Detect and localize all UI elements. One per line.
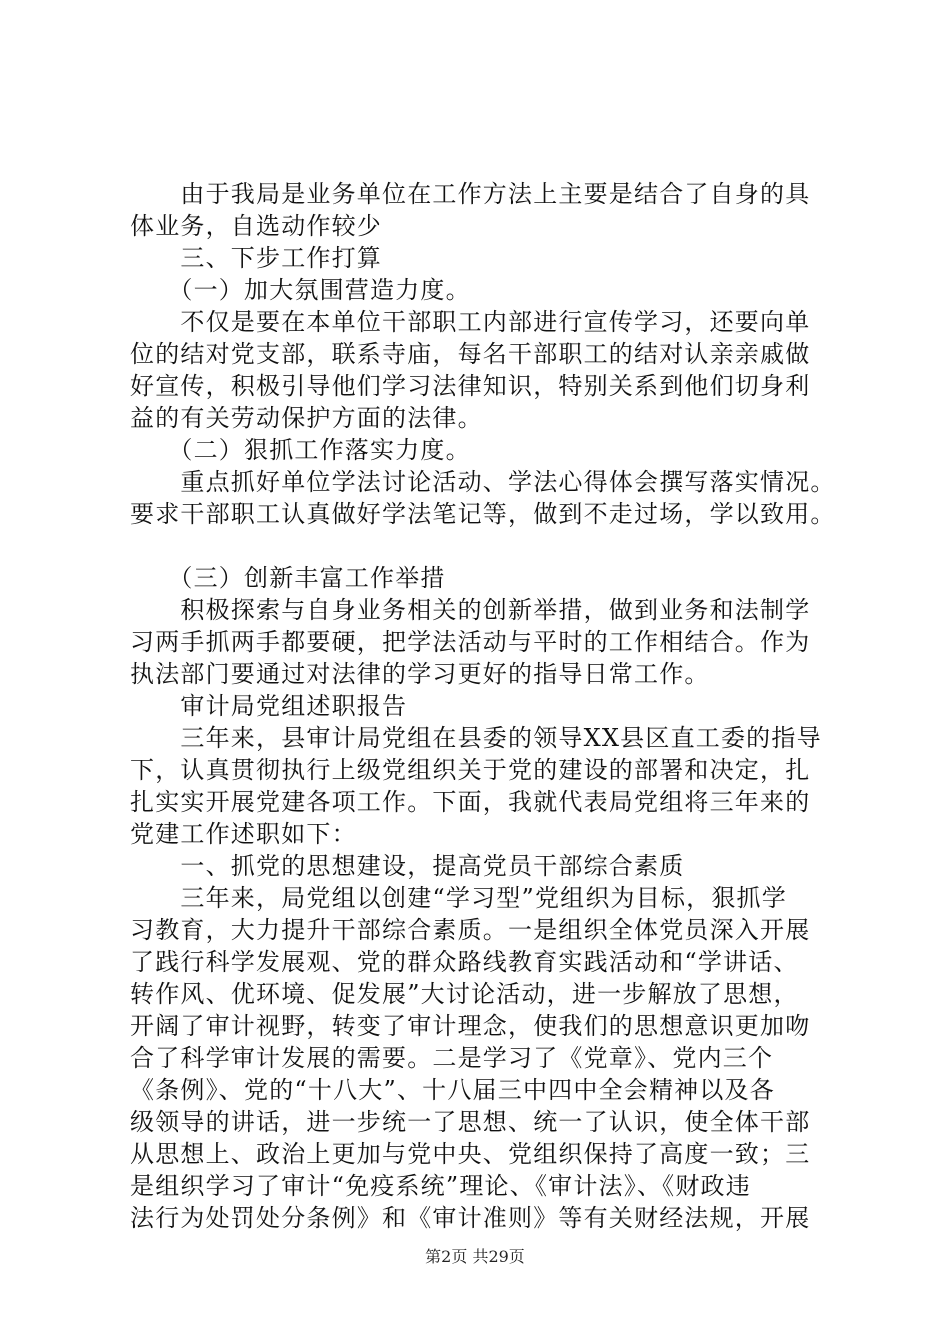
subsection-heading: （二）狠抓工作落实力度。	[130, 436, 471, 464]
text-line: 了践行科学发展观、党的群众路线教育实践活动和“学讲话、	[130, 948, 799, 976]
page-number: 第2页 共29页	[425, 1247, 525, 1266]
text-line: 由于我局是业务单位在工作方法上主要是结合了自身的具	[130, 180, 811, 208]
text-line: 党建工作述职如下：	[130, 820, 357, 848]
text-line: 是组织学习了审计“免疫系统”理论、《审计法》、《财政违	[130, 1172, 751, 1200]
text-line: 法行为处罚处分条例》和《审计准则》等有关财经法规，开展	[130, 1204, 811, 1232]
text-line: 级领导的讲话，进一步统一了思想、统一了认识，使全体干部	[130, 1108, 811, 1136]
text-line: 下，认真贯彻执行上级党组织关于党的建设的部署和决定，扎	[130, 756, 811, 784]
text-line: 从思想上、政治上更加与党中央、党组织保持了高度一致；三	[130, 1140, 811, 1168]
text-line: 转作风、优环境、促发展”大讨论活动，进一步解放了思想，	[130, 980, 799, 1008]
text-line: 开阔了审计视野，转变了审计理念，使我们的思想意识更加吻	[130, 1012, 811, 1040]
text-line: 益的有关劳动保护方面的法律。	[130, 404, 483, 432]
text-line: 不仅是要在本单位干部职工内部进行宣传学习，还要向单	[130, 308, 811, 336]
document-body	[130, 178, 836, 1234]
text-line: 习教育，大力提升干部综合素质。一是组织全体党员深入开展	[130, 916, 811, 944]
text-line: 位的结对党支部，联系寺庙，每名干部职工的结对认亲亲戚做	[130, 340, 811, 368]
section-heading: 三、下步工作打算	[130, 244, 382, 272]
text-line: 习两手抓两手都要硬，把学法活动与平时的工作相结合。作为	[130, 628, 811, 656]
text-line: 重点抓好单位学法讨论活动、学法心得体会撰写落实情况。	[130, 468, 836, 496]
subsection-heading: （一）加大氛围营造力度。	[130, 276, 471, 304]
text-line: 体业务，自选动作较少	[130, 212, 382, 240]
text-line: 好宣传，积极引导他们学习法律知识，特别关系到他们切身利	[130, 372, 811, 400]
report-title: 审计局党组述职报告	[130, 692, 408, 720]
text-line: 要求干部职工认真做好学法笔记等，做到不走过场，学以致用。	[130, 500, 836, 528]
blank-line	[130, 530, 830, 562]
text-line: 执法部门要通过对法律的学习更好的指导日常工作。	[130, 660, 710, 688]
text-line: 《条例》、党的“十八大”、十八届三中四中全会精神以及各	[130, 1076, 775, 1104]
text-line: 合了科学审计发展的需要。二是学习了《党章》、党内三个	[130, 1044, 774, 1072]
text-line: 积极探索与自身业务相关的创新举措，做到业务和法制学	[130, 596, 811, 624]
text-line: 三年来，县审计局党组在县委的领导XX县区直工委的指导	[130, 724, 822, 752]
subsection-heading: （三）创新丰富工作举措	[130, 564, 446, 592]
text-line: 三年来，局党组以创建“学习型”党组织为目标，狠抓学	[130, 884, 787, 912]
text-line: 扎实实开展党建各项工作。下面，我就代表局党组将三年来的	[130, 788, 811, 816]
section-heading: 一、抓党的思想建设，提高党员干部综合素质	[130, 852, 685, 880]
